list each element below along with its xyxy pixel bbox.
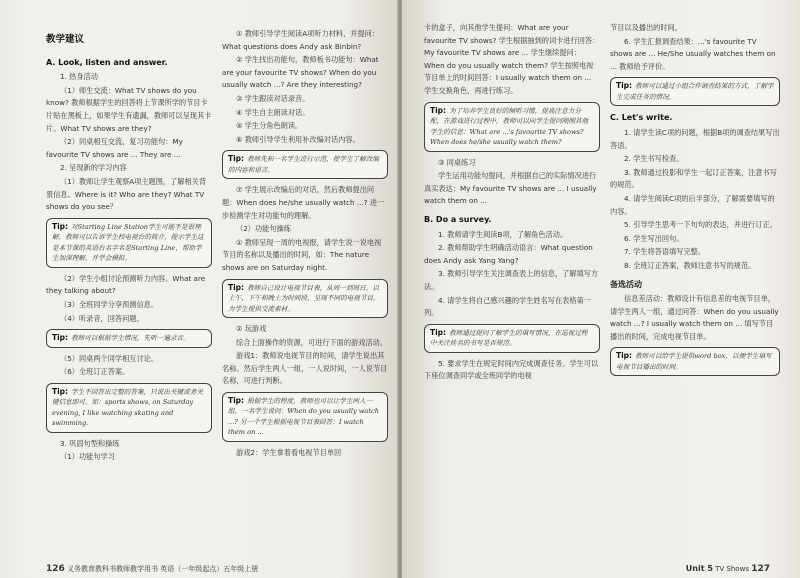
left-page-folio (46, 564, 258, 574)
tip-text: 教师自己设计电视节目表，从周一到周日，以上午、下午和晚上为时间段，呈现不同的电视节目，为学生提供交流素材。 (228, 283, 380, 313)
tip-text: 教师可以给学生提供word box，以便学生填写电视节目播出的时间。 (616, 352, 772, 371)
section-b-title: B. Do a survey. (424, 214, 492, 224)
paragraph: （5）同桌两个同学相互讨论。 (60, 353, 159, 363)
paragraph: 4. 请学生将自己感兴趣的学生姓名写在表格第一列。 (424, 295, 591, 318)
paragraph: 3. 教师引导学生关注调查表上的信息，了解填写方法。 (424, 269, 599, 291)
tip-box: Tip: 对Starting Line Station学生可能不是很理解，教师可以告诉学生校电视台的简介，提示学生这是本节课的英语台名字名是Starting Line，帮助学生加深理解，并学会模拟。 (46, 218, 212, 268)
unit-label: Unit 5 (685, 564, 713, 573)
paragraph: 5. 引导学生思考一下句句的表达，并进行订正。 (624, 220, 777, 230)
page-number: 127 (751, 564, 770, 574)
paragraph: ④ 学生自主朗读对话。 (236, 107, 310, 117)
paragraph: 综合上面操作的资源，可进行下面的游戏活动。 (236, 337, 387, 347)
paragraph: ③ 同桌练习 (438, 157, 476, 167)
tip-box: Tip: 教师先和一名学生进行示范，使学生了解改编的内容和语言。 (222, 150, 388, 179)
tip-box: Tip: 根据学生的程度，教师也可以让学生两人一组，一名学生说问：When do you usually watch ...? 另一个学生根据电视节目表回答：I watch them on ... (222, 392, 388, 442)
paragraph: （1）教师让学生观察A项主题图，了解相关背景信息。Where is it? Who are they? What TV shows do you see？ (46, 176, 207, 212)
paragraph: ③ 学生跟读对话录音。 (236, 93, 310, 103)
page-number: 126 (46, 564, 65, 574)
paragraph: ② 玩游戏 (236, 324, 267, 333)
tip-box: Tip: 教师可以根据学生情况，先听一遍录音。 (46, 329, 212, 348)
tip-text: 教师通过提问了解学生的填写情况，在巡视过程中关注姓名的书写是否规范。 (430, 328, 588, 348)
paragraph: ① 教师呈现一周的电视报，请学生说一说电视节目的名称以及播出的时间，如：The nature shows are on Saturday night. (222, 237, 382, 272)
alternative-activity-heading: 备选活动 (610, 279, 642, 289)
paragraph: 卡的盒子，向其他学生提问：What are your favourite TV shows? 学生根据抽到的词卡进行回答：My favourite TV shows are ... 学生继续提问：When do you usually watch them? 学生按照电视节目单上的时间回答：I usually watch them on ... 学生交换角色，再进行练习。 (424, 23, 600, 95)
left-page (0, 0, 398, 578)
paragraph: 7. 学生将答语填写完整。 (624, 247, 706, 257)
paragraph: 游戏1：教师说电视节目的时间，请学生说出其名称。然后学生两人一组，一人说时间，一人说节目名称，可进行判断。 (222, 351, 388, 386)
paragraph: ⑥ 教师引导学生利用补改编对话内容。 (236, 134, 360, 144)
tip-box: Tip: 学生不回答出完整的答案，只说出关键或者关键信息即可。如：sports shows, on Saturday evening, I like watching skating and swimming. (46, 383, 212, 433)
section-heading: 教学建议 (46, 34, 85, 45)
paragraph: （4）听录音，回答问题。 (60, 313, 144, 323)
paragraph: 3. 巩固句型和操练 (60, 438, 120, 448)
tip-text: 教师可以通过小组合作调查结果的方式，了解学生完成任务的情况。 (616, 82, 774, 101)
paragraph: ② 学生找出功能句，教师板书功能句：What are your favourite TV shows? When do you usually watch ...? Are they interesting? (222, 55, 379, 90)
paragraph: 3. 教师通过投影和学生一起订正答案，注意书写的规范。 (610, 167, 777, 190)
paragraph: 1. 请学生读C项的问题，根据B项的调查结果写出答语。 (610, 127, 780, 150)
paragraph: 2. 教师帮助学生明确活动语言：What question does Andy ask Yang Yang? (424, 243, 593, 265)
paragraph: ⑦ 学生展示改编后的对话，然后教师提出问题：When does he/she usually watch ...? 进一步检测学生对功能句的理解。 (222, 185, 385, 220)
paragraph: 2. 学生书写检查。 (624, 154, 684, 164)
section-c-title: C. Let's write. (610, 113, 673, 123)
paragraph: 6. 学生汇报调查结果：...'s favourite TV shows are ... He/She usually watches them on ... 教师给予评价。 (610, 36, 776, 71)
paragraph: 2. 呈现新的学习内容 (60, 163, 127, 173)
right-page (402, 0, 800, 578)
paragraph: ① 教师引导学生阅读A项听力材料，并提问：What questions does Andy ask Binbin? (222, 29, 380, 51)
book-title: 义务教育教科书教师教学用书 英语（一年级起点）五年级上册 (67, 565, 259, 573)
paragraph: （6）全班订正答案。 (60, 367, 130, 377)
paragraph: 学生运用功能句提问，并根据自己的实际情况进行真实表达：My favourite TV shows are ... I usually watch them on ... (424, 171, 597, 206)
right-column-1 (424, 22, 600, 556)
paragraph: 1. 热身活动 (60, 72, 98, 82)
paragraph: （1）功能句学习 (60, 452, 115, 462)
unit-title: TV Shows (715, 565, 749, 573)
tip-box: Tip: 教师自己设计电视节目表，从周一到周日，以上午、下午和晚上为时间段，呈现不同的电视节目，为学生提供交流素材。 (222, 279, 388, 319)
paragraph: （2）同桌相互交流，复习功能句：My favourite TV shows are ... They are ... (46, 137, 183, 159)
paragraph: ⑤ 学生分角色朗读。 (236, 121, 303, 131)
tip-box: Tip: 教师可以给学生提供word box，以便学生填写电视节目播出的时间。 (610, 347, 780, 376)
paragraph: （1）师生交流：What TV shows do you know? 教师根据学生的回答将上节课所学的节目卡片贴在黑板上，如果学生有遗漏，教师可以呈现其卡片。What TV shows are they? (46, 85, 212, 133)
paragraph: 8. 全班订正答案，教师注意书写的规范。 (624, 260, 756, 270)
left-column-1 (46, 28, 212, 556)
tip-text: 教师可以根据学生情况，先听一遍录音。 (71, 334, 190, 343)
paragraph: 5. 要求学生在规定时间内完成调查任务。学生可以下座位调查同学或全班同学的电视 (424, 358, 599, 381)
tip-text: 为了培养学生良好的倾听习惯，提高注意力分配，在游戏进行过程中，教师可以向学生提问刚刚其他学生的信息：What are ...'s favourite TV shows? When does he/she usually watch them? (430, 106, 589, 147)
tip-box: Tip: 教师通过提问了解学生的填写情况，在巡视过程中关注姓名的书写是否规范。 (424, 324, 600, 353)
tip-text: 教师先和一名学生进行示范，使学生了解改编的内容和语言。 (228, 155, 379, 174)
tip-text: 对Starting Line Station学生可能不是很理解，教师可以告诉学生校电视台的简介，提示学生这是本节课的英语台名字名是Starting Line，帮助学生加深理解，并学会模拟。 (52, 222, 204, 263)
paragraph: （3）全班同学分享预测信息。 (60, 299, 159, 309)
right-page-folio (686, 564, 770, 574)
paragraph: 6. 学生写出回句。 (624, 233, 684, 243)
paragraph: 游戏2：学生拿着看电视节目单回 (236, 447, 342, 457)
section-a-title: A. Look, listen and answer. (46, 57, 168, 67)
left-column-2 (222, 28, 388, 556)
tip-text: 学生不回答出完整的答案，只说出关键或者关键信息即可。如：sports shows, on Saturday evening, I like watching skating and swimming. (52, 387, 203, 428)
tip-box: Tip: 为了培养学生良好的倾听习惯，提高注意力分配，在游戏进行过程中，教师可以向学生提问刚刚其他学生的信息：What are ...'s favourite TV shows? When does he/she usually watch them? (424, 102, 600, 152)
paragraph: （2）学生小组讨论预测听力内容。What are they talking about? (46, 273, 206, 296)
paragraph: 信息差活动：教师设计有信息差的电视节目单，请学生两人一组，通过问答：When do you usually watch ...? I usually watch them on ... 填写节目播出的时间，完成电视节目单。 (610, 294, 779, 341)
paragraph: 4. 请学生阅读C项的后半部分，了解需要填写的内容。 (610, 193, 775, 216)
paragraph: 节目以及播出的时间。 (610, 23, 682, 32)
paragraph: （2）功能句操练 (236, 224, 291, 234)
paragraph: 1. 教师请学生阅读B项，了解角色活动。 (438, 229, 568, 239)
right-column-2 (610, 22, 780, 556)
tip-box: Tip: 教师可以通过小组合作调查结果的方式，了解学生完成任务的情况。 (610, 77, 780, 106)
tip-text: 根据学生的程度，教师也可以让学生两人一组，一名学生说问：When do you usually watch ...? 另一个学生根据电视节目表回答：I watch them on ... (228, 396, 379, 437)
